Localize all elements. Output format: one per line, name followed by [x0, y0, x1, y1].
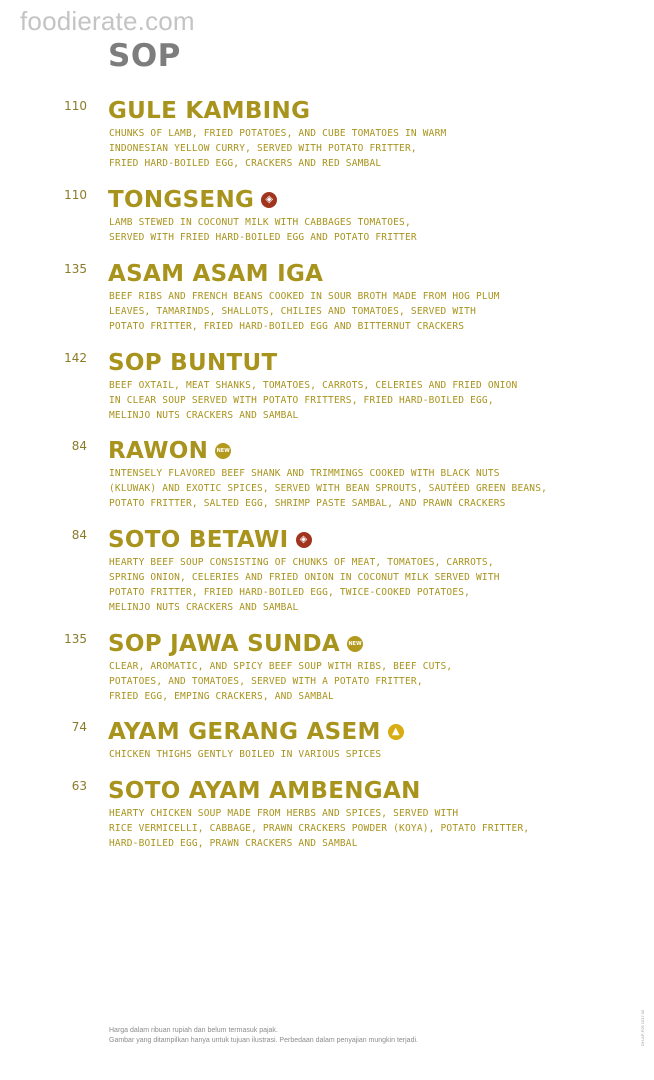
description-line: POTATO FRITTER, SALTED EGG, SHRIMP PASTE SAMBAL, AND PRAWN CRACKERS	[109, 498, 506, 510]
description-line: SPRING ONION, CELERIES AND FRIED ONION IN COCONUT MILK SERVED WITH	[109, 572, 500, 584]
description-line: HARD-BOILED EGG, PRAWN CRACKERS AND SAMBAL	[109, 838, 358, 850]
description-line: FRIED HARD-BOILED EGG, CRACKERS AND RED SAMBAL	[109, 158, 382, 170]
item-name-row	[108, 719, 404, 745]
item-name-row	[108, 527, 312, 553]
item-name-row	[108, 350, 278, 376]
item-description	[109, 555, 629, 615]
description-line: (KLUWAK) AND EXOTIC SPICES, SERVED WITH BEAN SPROUTS, SAUTÉED GREEN BEANS,	[109, 483, 548, 495]
description-line: MELINJO NUTS CRACKERS AND SAMBAL	[109, 410, 299, 422]
footnote-line: Harga dalam ribuan rupiah dan belum termasuk pajak.	[109, 1027, 278, 1034]
description-line: CHICKEN THIGHS GENTLY BOILED IN VARIOUS SPICES	[109, 749, 382, 760]
description-line: IN CLEAR SOUP SERVED WITH POTATO FRITTERS, FRIED HARD-BOILED EGG,	[109, 395, 494, 407]
item-name: RAWON	[108, 438, 209, 464]
item-name-row	[108, 98, 310, 124]
description-line: CLEAR, AROMATIC, AND SPICY BEEF SOUP WITH RIBS, BEEF CUTS,	[109, 661, 453, 672]
item-name: SOP JAWA SUNDA	[108, 631, 341, 657]
item-name-row	[108, 261, 323, 287]
item-price: 135	[64, 262, 87, 276]
description-line: POTATO FRITTER, FRIED HARD-BOILED EGG AND BITTERNUT CRACKERS	[109, 321, 465, 333]
item-price: 84	[71, 528, 87, 542]
item-price: 74	[71, 720, 87, 734]
item-name-row	[108, 778, 421, 804]
item-name: TONGSENG	[108, 187, 255, 213]
item-name: GULE KAMBING	[108, 98, 311, 124]
description-line: CHUNKS OF LAMB, FRIED POTATOES, AND CUBE TOMATOES IN WARM	[109, 128, 447, 139]
section-title: SOP	[108, 38, 181, 74]
item-name: SOTO AYAM AMBENGAN	[108, 778, 421, 804]
description-line: SERVED WITH FRIED HARD-BOILED EGG AND POTATO FRITTER	[109, 232, 417, 244]
item-description	[109, 747, 629, 762]
description-line: LEAVES, TAMARINDS, SHALLOTS, CHILIES AND TOMATOES, SERVED WITH	[109, 306, 477, 318]
item-description	[109, 126, 629, 171]
description-line: RICE VERMICELLI, CABBAGE, PRAWN CRACKERS POWDER (KOYA), POTATO FRITTER,	[109, 823, 530, 835]
item-description	[109, 466, 629, 511]
item-price: 110	[64, 188, 87, 202]
item-description	[109, 378, 629, 423]
item-name: ASAM ASAM IGA	[108, 261, 324, 287]
description-line: MELINJO NUTS CRACKERS AND SAMBAL	[109, 602, 299, 614]
footnote	[109, 1026, 418, 1046]
item-price: 110	[64, 99, 87, 113]
item-description	[109, 806, 629, 851]
description-line: LAMB STEWED IN COCONUT MILK WITH CABBAGES TOMATOES,	[109, 217, 411, 228]
description-line: POTATOES, AND TOMATOES, SERVED WITH A POTATO FRITTER,	[109, 676, 423, 688]
item-name: AYAM GERANG ASEM	[108, 719, 381, 745]
item-price: 84	[71, 439, 87, 453]
item-price: 135	[64, 632, 87, 646]
flame-icon: ▲	[388, 724, 404, 740]
chili-icon: ◈	[261, 192, 277, 208]
chili-icon: ◈	[296, 532, 312, 548]
item-name: SOTO BETAWI	[108, 527, 289, 553]
watermark: foodierate.com	[20, 6, 195, 36]
description-line: INTENSELY FLAVORED BEEF SHANK AND TRIMMINGS COOKED WITH BLACK NUTS	[109, 468, 500, 479]
new-badge-icon: NEW	[215, 443, 231, 459]
item-description	[109, 659, 629, 704]
item-price: 63	[71, 779, 87, 793]
description-line: HEARTY CHICKEN SOUP MADE FROM HERBS AND SPICES, SERVED WITH	[109, 808, 459, 819]
item-name-row	[108, 438, 231, 464]
description-line: POTATO FRITTER, FRIED HARD-BOILED EGG, TWICE-COOKED POTATOES,	[109, 587, 471, 599]
item-name: SOP BUNTUT	[108, 350, 278, 376]
description-line: BEEF RIBS AND FRENCH BEANS COOKED IN SOUR BROTH MADE FROM HOG PLUM	[109, 291, 500, 302]
description-line: FRIED EGG, EMPING CRACKERS, AND SAMBAL	[109, 691, 334, 703]
item-name-row	[108, 187, 277, 213]
description-line: INDONESIAN YELLOW CURRY, SERVED WITH POTATO FRITTER,	[109, 143, 417, 155]
item-name-row	[108, 631, 363, 657]
item-description	[109, 215, 629, 245]
footnote-line: Gambar yang ditampilkan hanya untuk tujuan ilustrasi. Perbedaan dalam penyajian mungkin terjadi.	[109, 1037, 418, 1044]
description-line: BEEF OXTAIL, MEAT SHANKS, TOMATOES, CARROTS, CELERIES AND FRIED ONION	[109, 380, 518, 391]
item-price: 142	[64, 351, 87, 365]
document-code: DH-AP-F05 1017.05	[640, 1009, 645, 1046]
description-line: HEARTY BEEF SOUP CONSISTING OF CHUNKS OF MEAT, TOMATOES, CARROTS,	[109, 557, 494, 568]
item-description	[109, 289, 629, 334]
new-badge-icon: NEW	[347, 636, 363, 652]
